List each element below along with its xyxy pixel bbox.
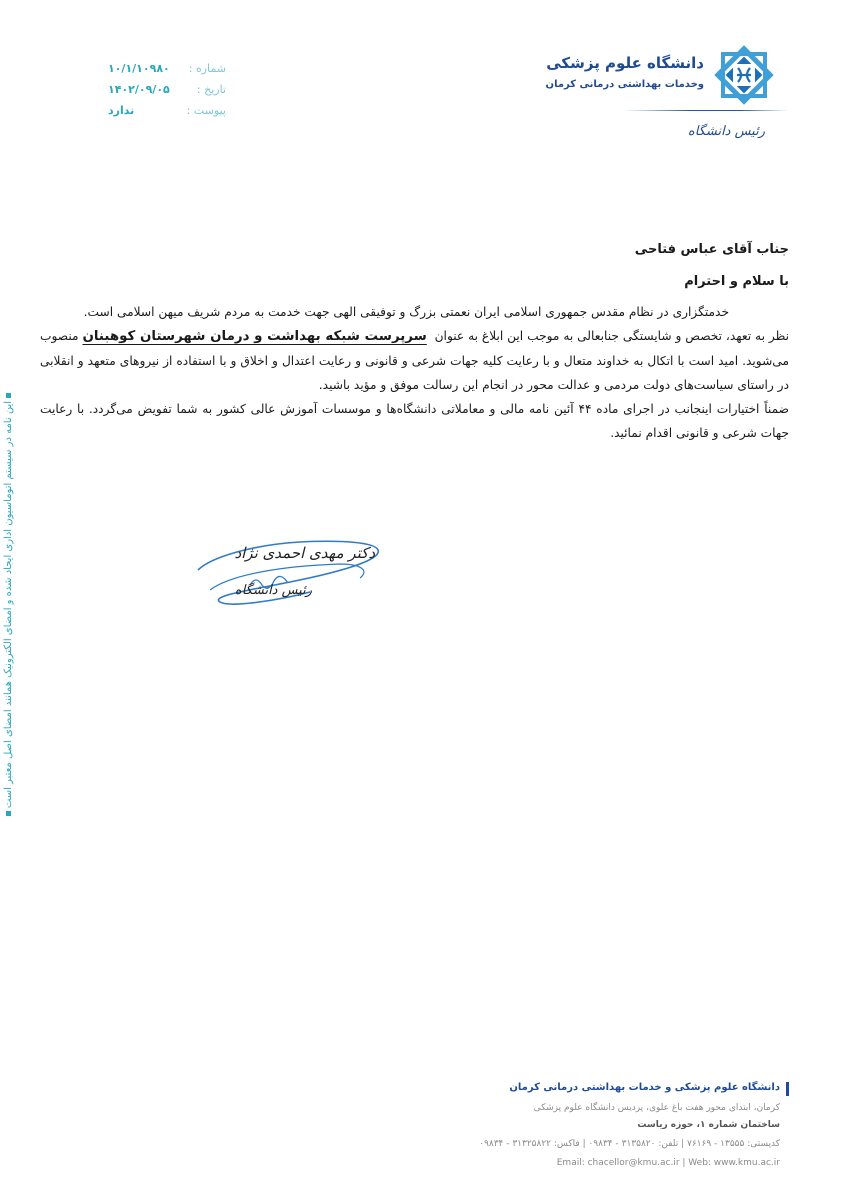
letter-body [40, 300, 789, 445]
university-subtitle: وخدمات بهداشتی درمانی کرمان [545, 79, 704, 90]
handwritten-signature [190, 530, 390, 625]
paragraph-2-end: منصوب می‌شوید. امید است با اتکال به خداوند متعال و با رعایت کلیه جهات شرعی و قانونی و رعایت اعتدال و اخلاق و با استفاده از نیروهای متعهد و انقلابی در راستای سیاست‌های دولت مردمی و عدالت محور در انجام این رسالت موفق و مؤید باشید. [40, 329, 789, 392]
footer-contact-web: Email: chacellor@kmu.ac.ir | Web: www.kmu.ac.ir [556, 1158, 780, 1168]
footer-accent-bar [786, 1082, 789, 1096]
reference-attachment-row [108, 100, 226, 121]
appointment-title: سرپرست شبکه بهداشت و درمان شهرستان کوهبنان [82, 329, 427, 344]
footer-organization: دانشگاه علوم پزشکی و خدمات بهداشتی درمانی کرمان [509, 1082, 780, 1093]
signature-title: رئیس دانشگاه [234, 583, 312, 598]
paragraph-3: ضمناً اختیارات اینجانب در اجرای ماده ۴۴ آئین نامه مالی و معاملاتی دانشگاه‌ها و موسسات آموزش عالی کشور به شما تفویض می‌گردد. با رعایت جهات شرعی و قانونی اقدام نمائید. [40, 402, 789, 440]
office-signature-text: رئیس دانشگاه [687, 124, 765, 139]
office-signature [669, 117, 769, 141]
bullet-square-icon [6, 393, 11, 398]
reference-attachment-value: ندارد [108, 104, 135, 117]
paragraph-2 [40, 324, 789, 397]
university-title: دانشگاه علوم پزشکی [546, 54, 704, 72]
reference-block [108, 58, 226, 121]
header-divider [624, 110, 789, 111]
electronic-signature-note [3, 390, 17, 810]
bullet-square-icon [6, 811, 11, 816]
kmu-logo-icon [714, 45, 774, 105]
reference-attachment-label: پیوست : [186, 104, 226, 117]
footer-address: کرمان، ابتدای محور هفت باغ علوی، پردیس دانشگاه علوم پزشکی [533, 1103, 780, 1113]
reference-number-row [108, 58, 226, 79]
signature-name: دکتر مهدی احمدی نژاد [234, 544, 375, 562]
reference-date-row [108, 79, 226, 100]
recipient-line: جناب آقای عباس فتاحی [634, 242, 789, 257]
paragraph-1: خدمتگزاری در نظام مقدس جمهوری اسلامی ایران نعمتی بزرگ و توفیقی الهی جهت خدمت به مردم شریف میهن اسلامی است. [83, 305, 729, 319]
footer-building: ساختمان شماره ۱، حوزه ریاست [637, 1120, 780, 1130]
salutation-line: با سلام و احترام [684, 274, 789, 289]
reference-date-label: تاریخ : [196, 83, 226, 96]
footer-phones: کدپستی: ۱۳۵۵۵ - ۷۶۱۶۹ | تلفن: ۳۱۳۵۸۲۰ - ۰۹۸۳۴ | فاکس: ۳۱۳۲۵۸۲۲ - ۰۹۸۳۴ [479, 1139, 780, 1149]
reference-number-label: شماره : [188, 62, 226, 75]
paragraph-2-start: نظر به تعهد، تخصص و شایستگی جنابعالی به موجب این ابلاغ به عنوان [434, 329, 789, 343]
side-note-text: این نامه در سیستم اتوماسیون اداری ایجاد شده و امضای الکترونیک همانند امضای اصل معتبر است [3, 401, 14, 809]
reference-number-value: ۱۰/۱/۱۰۹۸۰ [108, 62, 170, 75]
reference-date-value: ۱۴۰۲/۰۹/۰۵ [108, 83, 170, 96]
